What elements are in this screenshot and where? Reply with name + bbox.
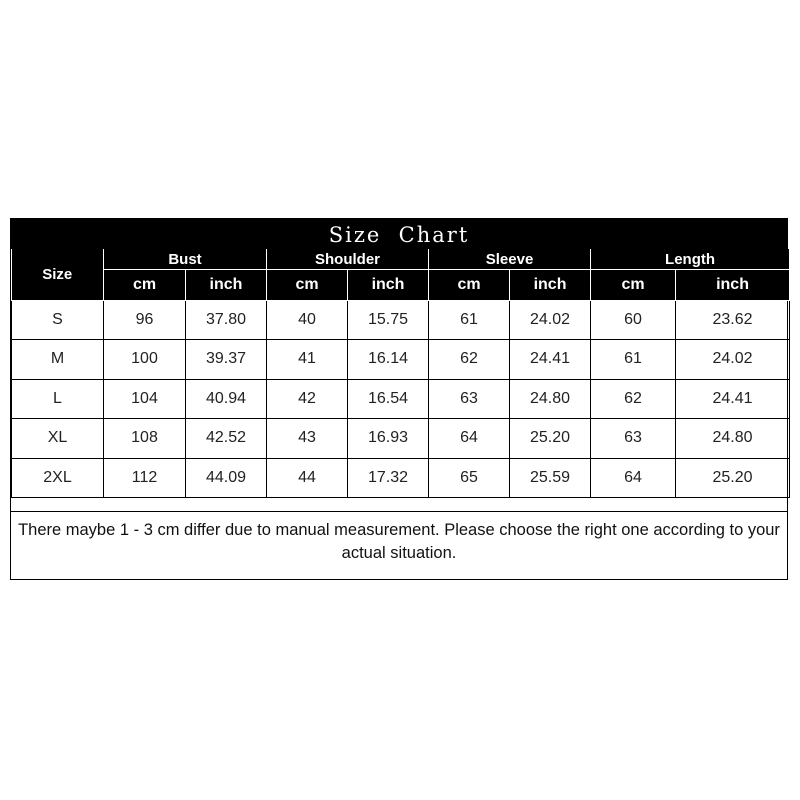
size-header: Size	[12, 249, 104, 301]
size-cell: S	[12, 301, 104, 340]
chart-title: Size Chart	[11, 219, 787, 249]
sleeve-cm-cell: 63	[429, 379, 510, 419]
bust-inch-cell: 40.94	[186, 379, 267, 419]
length-inch-cell: 24.41	[676, 379, 790, 419]
sleeve-inch-cell: 24.80	[510, 379, 591, 419]
length-cm-cell: 62	[591, 379, 676, 419]
shoulder-inch-cell: 16.54	[348, 379, 429, 419]
size-cell: XL	[12, 419, 104, 459]
shoulder-cm-cell: 40	[267, 301, 348, 340]
unit-inch-header: inch	[510, 270, 591, 301]
unit-inch-header: inch	[348, 270, 429, 301]
sleeve-inch-cell: 25.59	[510, 458, 591, 498]
sleeve-inch-cell: 24.02	[510, 301, 591, 340]
shoulder-cm-cell: 43	[267, 419, 348, 459]
unit-inch-header: inch	[676, 270, 790, 301]
unit-cm-header: cm	[591, 270, 676, 301]
length-cm-cell: 63	[591, 419, 676, 459]
shoulder-inch-cell: 16.93	[348, 419, 429, 459]
size-cell: L	[12, 379, 104, 419]
sleeve-inch-cell: 24.41	[510, 340, 591, 380]
size-cell: 2XL	[12, 458, 104, 498]
length-cm-cell: 64	[591, 458, 676, 498]
unit-cm-header: cm	[267, 270, 348, 301]
length-cm-cell: 60	[591, 301, 676, 340]
measurement-note: There maybe 1 - 3 cm differ due to manual measurement. Please choose the right one according to your actual situation.	[11, 511, 787, 579]
bust-header: Bust	[104, 249, 267, 270]
shoulder-cm-cell: 42	[267, 379, 348, 419]
table-row	[12, 419, 790, 459]
length-cm-cell: 61	[591, 340, 676, 380]
bust-inch-cell: 37.80	[186, 301, 267, 340]
sleeve-cm-cell: 65	[429, 458, 510, 498]
sleeve-header: Sleeve	[429, 249, 591, 270]
length-inch-cell: 25.20	[676, 458, 790, 498]
length-inch-cell: 24.02	[676, 340, 790, 380]
bust-inch-cell: 44.09	[186, 458, 267, 498]
size-cell: M	[12, 340, 104, 380]
shoulder-inch-cell: 15.75	[348, 301, 429, 340]
size-chart	[10, 218, 788, 580]
bust-inch-cell: 39.37	[186, 340, 267, 380]
table-row	[12, 458, 790, 498]
bust-cm-cell: 96	[104, 301, 186, 340]
size-rows	[12, 301, 790, 498]
length-header: Length	[591, 249, 790, 270]
unit-cm-header: cm	[429, 270, 510, 301]
shoulder-cm-cell: 41	[267, 340, 348, 380]
bust-cm-cell: 104	[104, 379, 186, 419]
bust-cm-cell: 108	[104, 419, 186, 459]
table-row	[12, 340, 790, 380]
shoulder-inch-cell: 17.32	[348, 458, 429, 498]
sleeve-cm-cell: 61	[429, 301, 510, 340]
bust-cm-cell: 100	[104, 340, 186, 380]
bust-inch-cell: 42.52	[186, 419, 267, 459]
length-inch-cell: 23.62	[676, 301, 790, 340]
sleeve-cm-cell: 64	[429, 419, 510, 459]
size-table	[11, 249, 790, 498]
table-row	[12, 301, 790, 340]
shoulder-cm-cell: 44	[267, 458, 348, 498]
table-row	[12, 379, 790, 419]
sleeve-inch-cell: 25.20	[510, 419, 591, 459]
sleeve-cm-cell: 62	[429, 340, 510, 380]
bust-cm-cell: 112	[104, 458, 186, 498]
shoulder-header: Shoulder	[267, 249, 429, 270]
unit-inch-header: inch	[186, 270, 267, 301]
shoulder-inch-cell: 16.14	[348, 340, 429, 380]
unit-cm-header: cm	[104, 270, 186, 301]
length-inch-cell: 24.80	[676, 419, 790, 459]
